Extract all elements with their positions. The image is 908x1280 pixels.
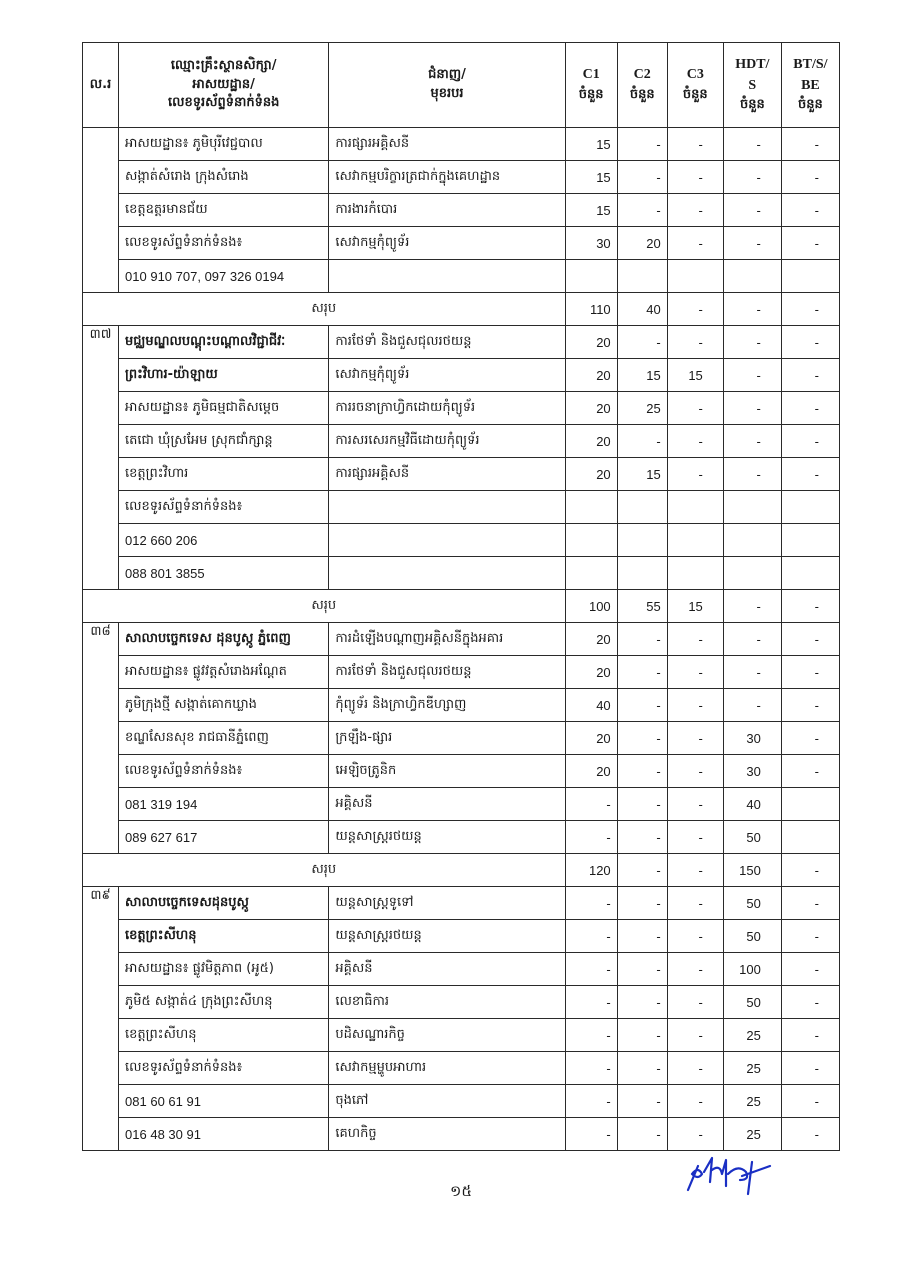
count-bt: - (781, 689, 839, 722)
count-c2 (617, 491, 667, 524)
count-c3: - (667, 227, 723, 260)
header-c1: C1 ចំនួន (565, 43, 617, 128)
table-row (83, 887, 840, 920)
count-c1: 15 (565, 128, 617, 161)
count-c2: - (617, 788, 667, 821)
institution-info-line: អាសយដ្ឋាន៖ ភូមិធម្មជាតិសម្តេច (119, 392, 329, 425)
count-c1: 20 (565, 458, 617, 491)
institution-info-line: 089 627 617 (119, 821, 329, 854)
skill-cell: អេឡិចត្រូនិក (329, 755, 565, 788)
count-bt: - (781, 1118, 839, 1151)
total-c1: 120 (565, 854, 617, 887)
count-c3: - (667, 392, 723, 425)
skill-cell: ការរចនាក្រាហ្វិកដោយកុំព្យូទ័រ (329, 392, 565, 425)
table-row (83, 1019, 840, 1052)
count-hdt: - (723, 458, 781, 491)
count-hdt: 25 (723, 1085, 781, 1118)
institution-info-line: ខេត្តព្រះវិហារ (119, 458, 329, 491)
count-c2: 15 (617, 458, 667, 491)
count-c3 (667, 260, 723, 293)
count-c1: 15 (565, 194, 617, 227)
header-hdt: HDT/ S ចំនួន (723, 43, 781, 128)
count-bt: - (781, 887, 839, 920)
count-c3: - (667, 887, 723, 920)
table-body (83, 128, 840, 1151)
count-bt: - (781, 458, 839, 491)
count-bt: - (781, 1085, 839, 1118)
count-c2: - (617, 326, 667, 359)
count-hdt: 50 (723, 920, 781, 953)
page-number: ១៥ (450, 1182, 472, 1200)
total-c2: - (617, 854, 667, 887)
table-row (83, 1118, 840, 1151)
institution-info-line: សង្កាត់សំរោង ក្រុងសំរោង (119, 161, 329, 194)
count-hdt: 50 (723, 887, 781, 920)
institution-info-line: ខេត្តព្រះសីហនុ (119, 1019, 329, 1052)
institution-info-line: 081 60 61 91 (119, 1085, 329, 1118)
table-row (83, 524, 840, 557)
count-c1 (565, 524, 617, 557)
training-institutions-table (82, 42, 840, 1151)
skill-cell: ការថែទាំ និងជួសជុលរថយន្ត (329, 326, 565, 359)
count-c2: - (617, 425, 667, 458)
count-c2: - (617, 161, 667, 194)
skill-cell: អគ្គិសនី (329, 953, 565, 986)
skill-cell: សេវាកម្មកុំព្យូទ័រ (329, 359, 565, 392)
table-row (83, 953, 840, 986)
count-bt: - (781, 425, 839, 458)
count-c2: - (617, 1052, 667, 1085)
count-c3: - (667, 821, 723, 854)
count-c3: - (667, 425, 723, 458)
count-c2: - (617, 194, 667, 227)
institution-info-line: ភូមិ៥ សង្កាត់៤ ក្រុងព្រះសីហនុ (119, 986, 329, 1019)
table-row (83, 491, 840, 524)
count-c2: 15 (617, 359, 667, 392)
count-c1: 20 (565, 722, 617, 755)
skill-cell: យន្តសាស្ត្ររថយន្ត (329, 920, 565, 953)
row-number: ៣៩ (83, 887, 119, 1151)
total-c2: 40 (617, 293, 667, 326)
count-bt (781, 524, 839, 557)
count-c1: - (565, 788, 617, 821)
count-hdt: 30 (723, 722, 781, 755)
table-row (83, 788, 840, 821)
count-bt: - (781, 986, 839, 1019)
count-c3: - (667, 326, 723, 359)
total-row (83, 854, 840, 887)
table-row (83, 161, 840, 194)
count-c1: - (565, 1118, 617, 1151)
count-hdt (723, 557, 781, 590)
skill-cell: ការងារកំបោរ (329, 194, 565, 227)
count-c3: - (667, 722, 723, 755)
count-bt (781, 260, 839, 293)
count-c2 (617, 260, 667, 293)
table-row (83, 359, 840, 392)
table-row (83, 821, 840, 854)
institution-info-line: 088 801 3855 (119, 557, 329, 590)
institution-info-line: ព្រះវិហារ-យ៉ាឡាយ (119, 359, 329, 392)
count-hdt (723, 260, 781, 293)
institution-info-line: អាសយដ្ឋាន៖ ផ្លូវវត្តសំរោងអណ្តែត (119, 656, 329, 689)
count-c2: 25 (617, 392, 667, 425)
count-c1: - (565, 920, 617, 953)
count-c3: - (667, 689, 723, 722)
total-c1: 100 (565, 590, 617, 623)
count-c1: - (565, 953, 617, 986)
skill-cell (329, 260, 565, 293)
table-row (83, 392, 840, 425)
count-c1 (565, 260, 617, 293)
skill-cell: យន្តសាស្ត្ររថយន្ត (329, 821, 565, 854)
institution-info-line: អាសយដ្ឋាន៖ ផ្លូវមិត្តភាព (អូ៥) (119, 953, 329, 986)
count-c2: - (617, 1019, 667, 1052)
skill-cell: សេវាកម្មបរិក្ខារត្រជាក់ក្នុងគេហដ្ឋាន (329, 161, 565, 194)
institution-info-line: 016 48 30 91 (119, 1118, 329, 1151)
count-hdt: 40 (723, 788, 781, 821)
count-c1: 20 (565, 755, 617, 788)
count-hdt: - (723, 656, 781, 689)
count-bt: - (781, 227, 839, 260)
count-c1: 20 (565, 326, 617, 359)
header-skill: ជំនាញ/ មុខរបរ (329, 43, 565, 128)
count-c2: - (617, 623, 667, 656)
institution-info-line: ខេត្តឧត្តរមានជ័យ (119, 194, 329, 227)
skill-cell: យន្តសាស្ត្រទូទៅ (329, 887, 565, 920)
count-bt: - (781, 161, 839, 194)
table-row (83, 260, 840, 293)
count-c3: - (667, 656, 723, 689)
skill-cell: ការសរសេរកម្មវិធីដោយកុំព្យូទ័រ (329, 425, 565, 458)
count-hdt: - (723, 227, 781, 260)
count-bt: - (781, 194, 839, 227)
count-bt: - (781, 1052, 839, 1085)
count-bt: - (781, 656, 839, 689)
count-c2 (617, 557, 667, 590)
institution-info-line: សាលាបច្ចេកទេស ដុនបូស្កូ ភ្នំពេញ (119, 623, 329, 656)
table-header-row (83, 43, 840, 128)
skill-cell: បដិសណ្ឋារកិច្ច (329, 1019, 565, 1052)
count-hdt: - (723, 326, 781, 359)
count-c3: - (667, 194, 723, 227)
signature-icon (682, 1152, 782, 1202)
count-bt: - (781, 1019, 839, 1052)
table-row (83, 1085, 840, 1118)
count-bt: - (781, 128, 839, 161)
institution-info-line: លេខទូរស័ព្ទទំនាក់ទំនង៖ (119, 755, 329, 788)
count-hdt: 30 (723, 755, 781, 788)
total-c2: 55 (617, 590, 667, 623)
count-c1: 20 (565, 623, 617, 656)
skill-cell (329, 524, 565, 557)
count-c3: - (667, 1052, 723, 1085)
count-c1: 20 (565, 656, 617, 689)
count-c1: - (565, 1019, 617, 1052)
table-row (83, 425, 840, 458)
count-bt (781, 557, 839, 590)
count-c2: - (617, 656, 667, 689)
count-c1: 40 (565, 689, 617, 722)
count-c1: 20 (565, 392, 617, 425)
count-bt: - (781, 953, 839, 986)
count-c2 (617, 524, 667, 557)
count-c1: 30 (565, 227, 617, 260)
institution-info-line: 081 319 194 (119, 788, 329, 821)
count-c2: - (617, 722, 667, 755)
skill-cell: សេវាកម្មម្ហូបអាហារ (329, 1052, 565, 1085)
count-c1: - (565, 821, 617, 854)
skill-cell: ការផ្សារអគ្គិសនី (329, 458, 565, 491)
table-row (83, 755, 840, 788)
count-c1: - (565, 887, 617, 920)
total-label: សរុប (83, 854, 566, 887)
skill-cell: សេវាកម្មកុំព្យូទ័រ (329, 227, 565, 260)
total-bt: - (781, 293, 839, 326)
count-c1 (565, 557, 617, 590)
count-c3: - (667, 623, 723, 656)
count-c2: - (617, 689, 667, 722)
skill-cell: ការផ្សារអគ្គិសនី (329, 128, 565, 161)
count-bt: - (781, 755, 839, 788)
table-row (83, 128, 840, 161)
total-label: សរុប (83, 293, 566, 326)
skill-cell: ចុងភៅ (329, 1085, 565, 1118)
header-bt: BT/S/ BE ចំនួន (781, 43, 839, 128)
table-row (83, 656, 840, 689)
count-hdt (723, 491, 781, 524)
count-c3: - (667, 755, 723, 788)
total-hdt: 150 (723, 854, 781, 887)
institution-info-line: ខណ្ឌសែនសុខ រាជធានីភ្នំពេញ (119, 722, 329, 755)
institution-info-line: លេខទូរស័ព្ទទំនាក់ទំនង៖ (119, 227, 329, 260)
count-hdt: - (723, 128, 781, 161)
skill-cell (329, 491, 565, 524)
count-c1: - (565, 986, 617, 1019)
table-row (83, 623, 840, 656)
institution-info-line: ខេត្តព្រះសីហនុ (119, 920, 329, 953)
count-c1 (565, 491, 617, 524)
skill-cell: ការថែទាំ និងជួសជុលរថយន្ត (329, 656, 565, 689)
count-c2: - (617, 920, 667, 953)
count-hdt: 50 (723, 986, 781, 1019)
institution-info-line: អាសយដ្ឋាន៖ ភូមិបុរីវេជ្ជបាល (119, 128, 329, 161)
count-hdt: 100 (723, 953, 781, 986)
total-bt: - (781, 590, 839, 623)
count-bt: - (781, 359, 839, 392)
count-hdt: 25 (723, 1052, 781, 1085)
count-hdt: - (723, 161, 781, 194)
total-c3: - (667, 293, 723, 326)
count-c3: - (667, 458, 723, 491)
count-c2: - (617, 1085, 667, 1118)
header-c3: C3 ចំនួន (667, 43, 723, 128)
count-c3: - (667, 920, 723, 953)
skill-cell: អគ្គិសនី (329, 788, 565, 821)
count-hdt (723, 524, 781, 557)
count-c2: - (617, 128, 667, 161)
count-c3: - (667, 986, 723, 1019)
count-c3: - (667, 128, 723, 161)
count-hdt: 25 (723, 1019, 781, 1052)
count-hdt: - (723, 194, 781, 227)
count-bt: - (781, 920, 839, 953)
table-row (83, 227, 840, 260)
row-number: ៣៧ (83, 326, 119, 590)
total-bt: - (781, 854, 839, 887)
table-row (83, 986, 840, 1019)
institution-info-line: លេខទូរស័ព្ទទំនាក់ទំនង៖ (119, 1052, 329, 1085)
count-bt: - (781, 326, 839, 359)
count-c3 (667, 524, 723, 557)
count-c3: - (667, 1085, 723, 1118)
header-c2: C2 ចំនួន (617, 43, 667, 128)
skill-cell: ក្រឡឹង-ផ្សារ (329, 722, 565, 755)
count-bt (781, 821, 839, 854)
total-c3: - (667, 854, 723, 887)
count-c3: - (667, 1019, 723, 1052)
institution-info-line: សាលាបច្ចេកទេសដុនបូស្កូ (119, 887, 329, 920)
institution-info-line: តេជោ ឃុំស្រអែម ស្រុកជាំក្សាន្ត (119, 425, 329, 458)
skill-cell (329, 557, 565, 590)
institution-info-line: មជ្ឈមណ្ឌលបណ្តុះបណ្តាលវិជ្ជាជីវៈ (119, 326, 329, 359)
count-c3 (667, 491, 723, 524)
count-c2: - (617, 953, 667, 986)
count-hdt: - (723, 359, 781, 392)
skill-cell: កុំព្យូទ័រ និងក្រាហ្វិកឌីហ្សាញ (329, 689, 565, 722)
table-row (83, 326, 840, 359)
table-row (83, 194, 840, 227)
count-c3: - (667, 161, 723, 194)
table-row (83, 722, 840, 755)
count-hdt: - (723, 392, 781, 425)
total-c3: 15 (667, 590, 723, 623)
count-bt (781, 788, 839, 821)
count-c1: - (565, 1085, 617, 1118)
total-hdt: - (723, 590, 781, 623)
header-no: ល.រ (83, 43, 119, 128)
count-c3: - (667, 953, 723, 986)
count-c3: 15 (667, 359, 723, 392)
institution-info-line: ភូមិក្រុងថ្មី សង្កាត់គោកឃ្លាង (119, 689, 329, 722)
count-hdt: 25 (723, 1118, 781, 1151)
count-c3: - (667, 1118, 723, 1151)
skill-cell: គេហកិច្ច (329, 1118, 565, 1151)
institution-info-line: លេខទូរស័ព្ទទំនាក់ទំនង៖ (119, 491, 329, 524)
count-c2: - (617, 821, 667, 854)
count-c1: 15 (565, 161, 617, 194)
total-hdt: - (723, 293, 781, 326)
count-c2: - (617, 887, 667, 920)
total-label: សរុប (83, 590, 566, 623)
count-c2: - (617, 986, 667, 1019)
count-c3 (667, 557, 723, 590)
total-row (83, 293, 840, 326)
count-hdt: 50 (723, 821, 781, 854)
institution-info-line: 012 660 206 (119, 524, 329, 557)
count-hdt: - (723, 689, 781, 722)
row-number: ៣៨ (83, 623, 119, 854)
count-c2: - (617, 1118, 667, 1151)
skill-cell: លេខាធិការ (329, 986, 565, 1019)
skill-cell: ការដំឡើងបណ្តាញអគ្គិសនីក្នុងអគារ (329, 623, 565, 656)
count-c1: 20 (565, 425, 617, 458)
table-row (83, 557, 840, 590)
count-bt: - (781, 722, 839, 755)
table-row (83, 458, 840, 491)
total-c1: 110 (565, 293, 617, 326)
table-row (83, 920, 840, 953)
table-row (83, 1052, 840, 1085)
count-c3: - (667, 788, 723, 821)
row-number (83, 128, 119, 293)
count-hdt: - (723, 623, 781, 656)
count-c1: - (565, 1052, 617, 1085)
count-bt: - (781, 623, 839, 656)
header-institution: ឈ្មោះគ្រឹះស្ថានសិក្សា/ អាសយដ្ឋាន/ លេខទូរស័ព្ទទំនាក់ទំនង (119, 43, 329, 128)
count-bt (781, 491, 839, 524)
count-c2: 20 (617, 227, 667, 260)
total-row (83, 590, 840, 623)
count-c2: - (617, 755, 667, 788)
institution-info-line: 010 910 707, 097 326 0194 (119, 260, 329, 293)
count-c1: 20 (565, 359, 617, 392)
table-row (83, 689, 840, 722)
count-hdt: - (723, 425, 781, 458)
count-bt: - (781, 392, 839, 425)
